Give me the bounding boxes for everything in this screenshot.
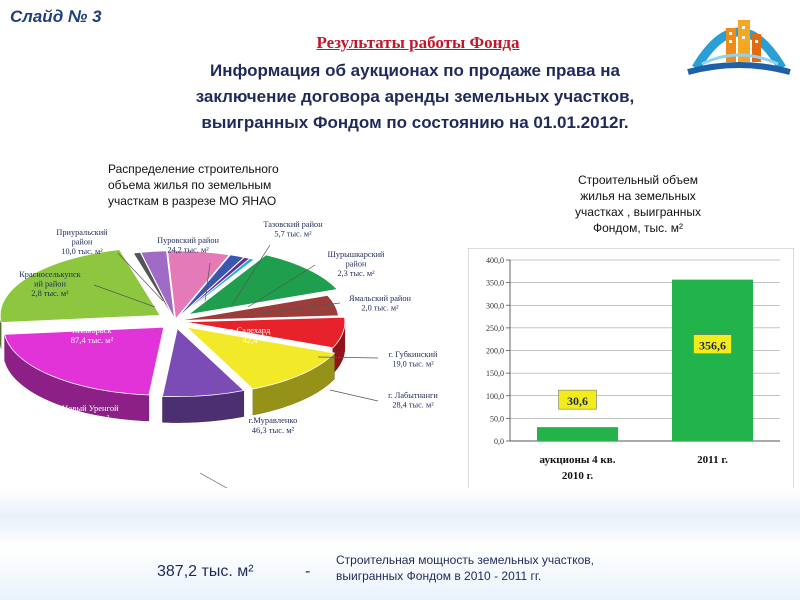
footer-dash: -: [305, 563, 311, 580]
leader-line: [330, 390, 378, 401]
pie-title-line: Распределение строительного: [108, 162, 279, 176]
pie-chart-title: [108, 161, 338, 209]
pie-slice-label: г.Ноябрьск 87,4 тыс. м²: [70, 325, 114, 345]
pie-title-line: участкам в разрезе МО ЯНАО: [108, 194, 277, 208]
bar-title-line: участках , выигранных: [575, 205, 701, 219]
y-tick-label: 400,0: [486, 256, 504, 265]
pie-slice-label: Красноселькупск ий район 2,8 тыс. м²: [19, 270, 81, 298]
pie-slice-label: Пуровский район 24,2 тыс. м²: [157, 236, 219, 255]
slide-number: Слайд № 3: [10, 7, 102, 26]
pie-slice-label: г. Губкинский 19,0 тыс. м²: [388, 350, 438, 369]
pie-slice-label: г.Новый Уренгой 84,6 тыс. м²: [57, 403, 119, 423]
fund-logo: [682, 6, 796, 86]
footer-description-line: выигранных Фондом в 2010 - 2011 гг.: [336, 569, 542, 583]
data-label: 30,6: [567, 394, 588, 409]
bar-title-line: Строительный объем: [578, 173, 698, 187]
y-tick-label: 50,0: [490, 414, 504, 424]
bar-chart-title: [548, 172, 728, 236]
y-tick-label: 300,0: [486, 301, 504, 311]
bar-chart: [468, 248, 794, 490]
subheading-line: заключение договора аренды земельных участков,: [195, 87, 635, 106]
bar-title-line: Фондом, тыс. м²: [592, 221, 684, 235]
y-tick-label: 0,0: [494, 437, 504, 446]
bar: [537, 427, 618, 441]
subheading-line: выигранных Фондом по состоянию на 01.01.2012г.: [201, 113, 629, 132]
subheading-line: Информация об аукционах по продаже права на: [210, 61, 620, 80]
pie-slice-label: Тазовский район 5,7 тыс. м²: [263, 220, 323, 239]
bar-title-line: жилья на земельных: [580, 189, 696, 203]
x-category-label: аукционы 4 кв. 2010 г.: [539, 454, 616, 482]
slide-subheading: [150, 58, 680, 136]
x-category-label: 2011 г.: [697, 454, 728, 466]
pie-slice-label: г. Лабытнанги 28,4 тыс. м²: [388, 391, 438, 410]
pie-title-line: объема жилья по земельным: [108, 178, 272, 192]
pie-slice-label: Приуральский район 10,0 тыс. м²: [56, 228, 108, 256]
pie-slice-label: Шурышкарский район 2,3 тыс. м²: [327, 250, 385, 278]
pie-slice-label: Ямальский район 2,0 тыс. м²: [349, 294, 411, 313]
y-tick-label: 100,0: [486, 391, 504, 401]
pie-slice-label: г.Муравленко 46,3 тыс. м²: [248, 415, 298, 435]
footer-total: 387,2 тыс. м²: [157, 563, 254, 580]
slide-heading: Результаты работы Фонда: [316, 33, 520, 52]
footer-description: [336, 552, 686, 584]
footer-description-line: Строительная мощность земельных участков,: [336, 553, 595, 567]
y-tick-label: 200,0: [486, 346, 504, 356]
y-tick-label: 250,0: [486, 323, 504, 333]
decorative-band: [0, 488, 800, 546]
pie-slice-label: г. Салехард 42,4: [229, 325, 271, 345]
data-label: 356,6: [699, 338, 726, 353]
y-tick-label: 150,0: [486, 369, 504, 379]
bar: [672, 280, 753, 441]
y-tick-label: 350,0: [486, 278, 504, 288]
